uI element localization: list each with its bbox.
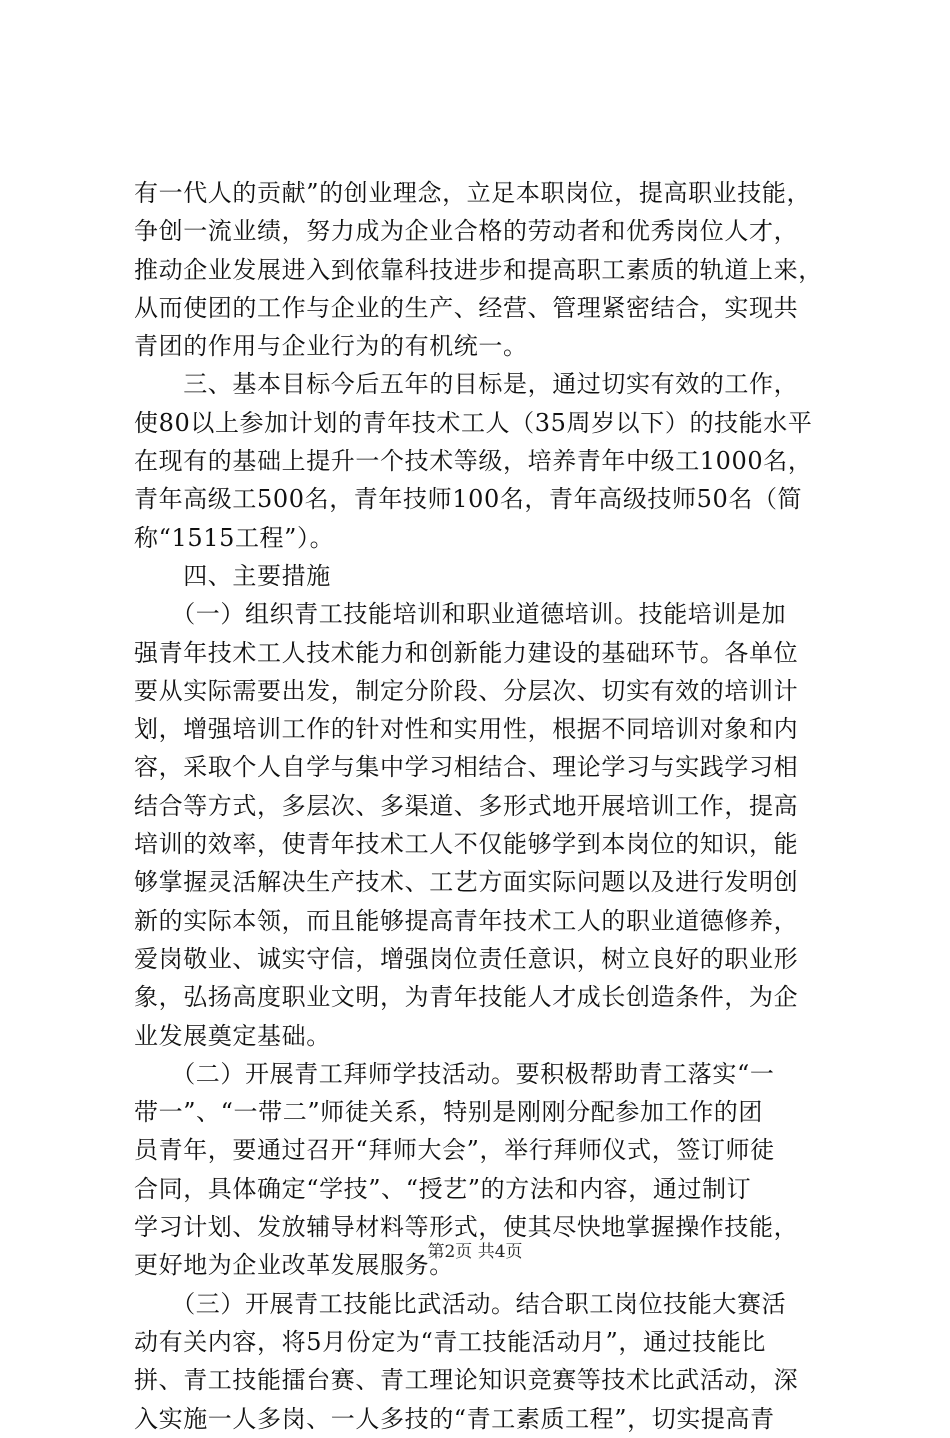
- text-line: 带一”、“一带二”师徒关系，特别是刚刚分配参加工作的团: [134, 1098, 764, 1127]
- text-line: 学习计划、发放辅导材料等形式，使其尽快地掌握操作技能，: [134, 1213, 799, 1242]
- text-line: 强青年技术工人技术能力和创新能力建设的基础环节。各单位: [134, 638, 799, 667]
- text-line: 爱岗敬业、诚实守信，增强岗位责任意识，树立良好的职业形: [134, 944, 799, 973]
- text-line: （三）开展青工技能比武活动。结合职工岗位技能大赛活: [134, 1289, 787, 1318]
- text-line: 培训的效率，使青年技术工人不仅能够学到本岗位的知识，能: [134, 830, 799, 859]
- text-line: （一）组织青工技能培训和职业道德培训。技能培训是加: [134, 600, 787, 629]
- text-line: 使80以上参加计划的青年技术工人（35周岁以下）的技能水平: [134, 408, 813, 437]
- text-line: 合同，具体确定“学技”、“授艺”的方法和内容，通过制订: [134, 1174, 752, 1203]
- text-line: 够掌握灵活解决生产技术、工艺方面实际问题以及进行发明创: [134, 868, 799, 897]
- section-heading: 四、主要措施: [134, 561, 331, 590]
- page-number-footer: 第2页 共4页: [427, 1242, 523, 1262]
- text-line: 要从实际需要出发，制定分阶段、分层次、切实有效的培训计: [134, 676, 799, 705]
- text-line: 推动企业发展进入到依靠科技进步和提高职工素质的轨道上来，: [134, 255, 823, 284]
- text-line: 新的实际本领，而且能够提高青年技术工人的职业道德修养，: [134, 906, 799, 935]
- text-line: 从而使团的工作与企业的生产、经营、管理紧密结合，实现共: [134, 293, 799, 322]
- text-line: 动有关内容，将5月份定为“青工技能活动月”，通过技能比: [134, 1327, 767, 1356]
- text-line: 员青年，要通过召开“拜师大会”，举行拜师仪式，签订师徒: [134, 1136, 775, 1165]
- text-line: 争创一流业绩，努力成为企业合格的劳动者和优秀岗位人才，: [134, 217, 799, 246]
- text-line: 入实施一人多岗、一人多技的“青工素质工程”，切实提高青: [134, 1404, 775, 1433]
- text-line: （二）开展青工拜师学技活动。要积极帮助青工落实“一: [134, 1059, 775, 1088]
- text-line: 容，采取个人自学与集中学习相结合、理论学习与实践学习相: [134, 753, 799, 782]
- text-line: 青年高级工500名，青年技师100名，青年高级技师50名（简: [134, 485, 803, 514]
- text-line: 象，弘扬高度职业文明，为青年技能人才成长创造条件，为企: [134, 983, 799, 1012]
- text-line: 有一代人的贡献”的创业理念，立足本职岗位，提高职业技能，: [134, 179, 812, 207]
- text-line: 结合等方式，多层次、多渠道、多形式地开展培训工作，提高: [134, 791, 799, 820]
- text-line: 三、基本目标今后五年的目标是，通过切实有效的工作，: [134, 370, 799, 399]
- text-line: 更好地为企业改革发展服务。: [134, 1251, 454, 1280]
- text-line: 划，增强培训工作的针对性和实用性，根据不同培训对象和内: [134, 715, 799, 744]
- text-line: 在现有的基础上提升一个技术等级，培养青年中级工1000名，: [134, 447, 813, 476]
- text-line: 青团的作用与企业行为的有机统一。: [134, 332, 528, 361]
- text-line: 业发展奠定基础。: [134, 1021, 331, 1050]
- text-line: 拼、青工技能擂台赛、青工理论知识竞赛等技术比武活动，深: [134, 1366, 799, 1395]
- text-line: 称“1515工程”）。: [134, 523, 335, 552]
